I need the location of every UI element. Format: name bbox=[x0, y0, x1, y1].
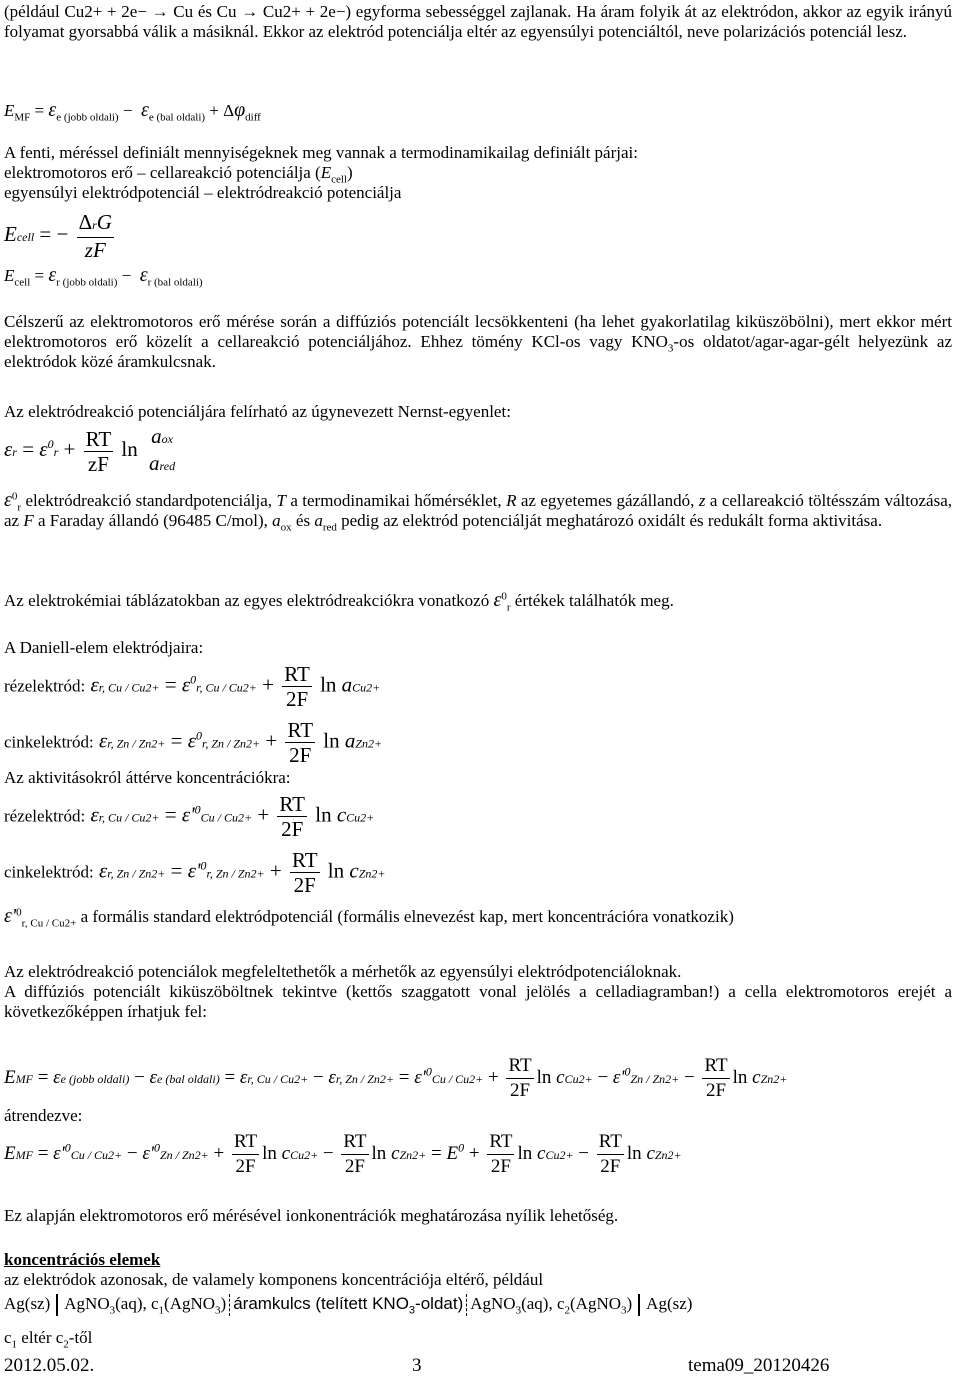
assignment-paragraph: Az elektródreakció potenciálok megfeleltethetők a mérhetők az egyensúlyi elektródpotenciáloknak. A diffúziós potenciált kiküszöböltnek tekintve (kettős szaggatott vonal jelölés a celladiagramban!) a cella elektromotoros erejét a következőképpen írhatjuk fel: bbox=[4, 962, 952, 1021]
aim-paragraph: Célszerű az elektromotoros erő mérése során a diffúziós potenciált lecsökkenteni (ha lehet gyakorlatilag kiküszöbölni), mert ekkor mért elektromotoros erő közelít a cellareakció potenciáljához. Ehhez tömény KCl-os vagy $KNO_3-os$ oldatot/agar-agar-gélt helyezünk az elektródok közé áramkulcsnak. bbox=[4, 312, 952, 371]
intro-text: (például Cu2+ + 2e− → Cu és Cu → Cu2+ + 2e−) egyforma sebességgel zajlanak. Ha áram folyik át az elektródon, akkor az egyik irányú folyamat gyorsabbá válik a másiknál. Ekkor az elektród potenciálja eltér az egyensúlyi potenciáltól, neve polarizációs potenciál lesz. bbox=[4, 2, 952, 41]
ecell-gibbs-equation: Ecell = − $\frac{\text{ΔrG}}{zF}$ bbox=[4, 210, 112, 262]
section-description: az elektródok azonosak, de valamely komponens koncentrációja eltérő, például bbox=[4, 1270, 544, 1289]
nernst-rt-fraction: $\frac{RT}{zF}$ bbox=[85, 426, 112, 476]
cu-electrode-conc-equation: rézelektród: εr, $Cu / Cu2+ = \varepsilon'^0Cu / Cu2+$ + $\frac{RT}{2F}$ ln cCu2+ bbox=[4, 792, 375, 841]
measured-paragraph bbox=[4, 143, 952, 203]
concentration-title: Az aktivitásokról áttérve koncentrációkra: bbox=[4, 768, 291, 787]
ecell-equation: $E_{cell} = \varepsilon_{r (jobb oldali)} - \varepsilon_{r (bal oldali)}$ bbox=[4, 264, 203, 289]
footer-page-number: 3 bbox=[412, 1355, 422, 1376]
rearranged-label: átrendezve: bbox=[4, 1106, 83, 1125]
formal-potential-line: $\varepsilon'^0_{r, Cu / Cu2+}$ a formális standard elektródpotenciál (formális elnevezést kap, mert koncentrációra vonatkozik) bbox=[4, 905, 734, 930]
emf-equation: $E_{MF} = \varepsilon_{e (jobb oldali)} - \varepsilon_{e (bal oldali)} + \Delta\varphi_{diff}$ bbox=[4, 99, 261, 124]
zn-electrode-equation: cinkelektród: εr, $Zn / Zn2+ = \varepsilon^0r$, Zn / Zn2+ + $\frac{RT}{2F}$ ln aZn2+ bbox=[4, 718, 383, 767]
emf-rearranged-equation: EMF = $\varepsilon'^0Cu / Cu2+ - \varepsilon'^0Zn / Zn2+$ + $\frac{RT}{2F}$ ln cCu2+ − $\frac{RT}{2F}$ $\ln cZn2+ = E^0$ + $\frac{RT}{2F}$ ln cCu2+ − $\frac{RT}{2F}$ ln cZn2+ bbox=[4, 1131, 682, 1177]
emf-daniell-equation: EMF = εe (jobb oldali) − εe (bal oldali) = εr, Cu / Cu2+ − εr, $Zn / Zn2+ = \varepsilon'^0Cu / Cu2+$ + $\frac{RT}{2F}$ $\ln cCu2+ - \varepsilon'^0Zn / Zn2+$ − $\frac{RT}{2F}$ ln cZn2+ bbox=[4, 1055, 788, 1101]
nernst-equation: $\varepsilon r = \varepsilon^0r$ + $\frac{RT}{zF}$ ln aox ared bbox=[4, 424, 952, 478]
footer-date: 2012.05.02. bbox=[4, 1355, 95, 1376]
measured-line-2: elektromotoros erő – cellareakció potenciálja $(E_{cell})$ bbox=[4, 163, 353, 186]
phase-boundary bbox=[638, 1294, 640, 1316]
section-heading: koncentrációs elemek bbox=[4, 1250, 161, 1269]
concentration-cells-section bbox=[4, 1250, 952, 1290]
salt-bridge-boundary bbox=[229, 1294, 230, 1316]
cu-electrode-equation: rézelektród: εr, $Cu / Cu2+ = \varepsilon^0r$, Cu / Cu2+ + $\frac{RT}{2F}$ ln aCu2+ bbox=[4, 662, 381, 711]
salt-bridge-boundary bbox=[466, 1294, 467, 1316]
gibbs-fraction: $\frac{\text{ΔrG}}{zF}$ bbox=[78, 210, 112, 262]
cell-diagram: Ag(sz) AgNO$_3$(aq), $c_1(AgNO_3)$ áramkulcs (telített $KNO_3-oldat$) AgNO$_3$(aq), $c_2(AgNO_3)$ Ag(sz) bbox=[4, 1294, 693, 1317]
tables-line: Az elektrokémiai táblázatokban az egyes elektródreakciókra vonatkozó $\varepsilon^0_r$ értékek találhatók meg. bbox=[4, 589, 674, 614]
concentration-note: $c_1$ eltér $c_2$-től bbox=[4, 1328, 93, 1351]
measured-line-3: egyensúlyi elektródpotenciál – elektródreakció potenciálja bbox=[4, 183, 402, 202]
phase-boundary bbox=[56, 1294, 58, 1316]
nernst-explanation: $\varepsilon^0_r$ elektródreakció standardpotenciálja, T a termodinamikai hőmérséklet, R az egyetemes gázállandó, z a cellareakció töltésszám változása, az F a Faraday állandó (96485 C/mol), $a_{ox}$ és $a_{red}$ pedig az elektród potenciálját meghatározó oxidált és redukált forma aktivitása. bbox=[4, 489, 953, 534]
nernst-intro: Az elektródreakció potenciáljára felírható az úgynevezett Nernst-egyenlet: bbox=[4, 402, 511, 421]
measured-line-1: A fenti, méréssel definiált mennyiségeknek meg vannak a termodinamikailag definiált párjai: bbox=[4, 143, 638, 162]
nernst-activity-fraction: aox ared bbox=[149, 424, 176, 475]
intro-paragraph bbox=[4, 2, 952, 42]
daniell-title: A Daniell-elem elektródjaira: bbox=[4, 638, 204, 657]
footer-filename: tema09_20120426 bbox=[688, 1355, 830, 1376]
zn-electrode-conc-equation: cinkelektród: εr, $Zn / Zn2+ = \varepsilon'^0r$, Zn / Zn2+ + $\frac{RT}{2F}$ ln cZn2+ bbox=[4, 848, 386, 897]
conclusion-line: Ez alapján elektromotoros erő mérésével ionkonentrációk meghatározása nyílik lehetőség. bbox=[4, 1206, 619, 1225]
